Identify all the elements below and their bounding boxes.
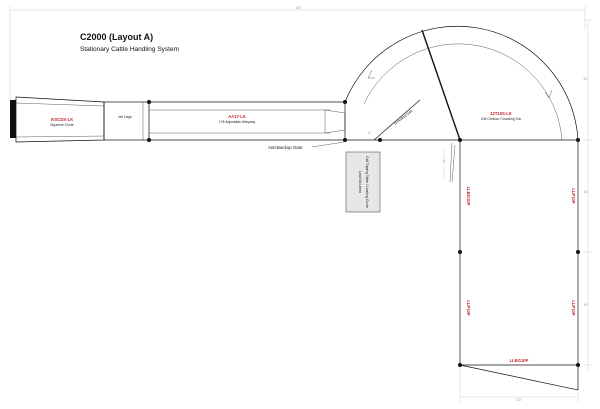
lead-out-label-2: Calf Tipping Table / Loading Chute [365, 156, 369, 208]
pen-left-top-code: LLBG10P [466, 186, 471, 206]
lead-out-area [346, 152, 380, 212]
drawing-subtitle: Stationary Cattle Handling System [80, 46, 179, 53]
tub-code: 12T10S-LK [490, 111, 512, 116]
bottom-width-dimension: 10' [516, 397, 522, 402]
tub-desc: 10ft Contour Crowding Tub [480, 117, 522, 121]
pen-right-top-code: LLP10P [571, 188, 576, 204]
right-upper-dimension: 10' [583, 189, 589, 194]
pen-left-bottom-code: LLP10P [466, 300, 471, 316]
pen-right-bottom-code: LLP10P [571, 300, 576, 316]
vet-cage-label: Vet Cage [118, 115, 132, 119]
anti-backup-label: Anti-Backup Gate [268, 145, 303, 150]
alley-code: AA17-LK [228, 114, 246, 119]
drawing-title: C2000 (Layout A) [80, 32, 154, 42]
small-left-dimension: 4' [443, 158, 446, 163]
alleyway [147, 100, 345, 142]
squeeze-chute [10, 97, 104, 142]
small-gate [443, 143, 455, 182]
crowding-tub [343, 26, 580, 142]
vet-cage [104, 102, 149, 140]
small-gate-dimension: 4' [368, 130, 371, 135]
crowding-gate-label: Crowding Gate [393, 108, 414, 126]
right-dimension-lines [583, 20, 592, 370]
pens [458, 140, 580, 390]
alley-desc: 17ft Adjustable Alleyway [218, 120, 256, 124]
overall-width-label: 45' [296, 5, 302, 10]
tub-height-dimension: 10' [583, 76, 589, 81]
squeeze-chute-code: IVSCDX-LK [50, 117, 74, 122]
bottom-dimension [460, 367, 578, 402]
lead-out-label-1: Lead Out Area [358, 171, 362, 193]
squeeze-chute-desc: Squeeze Chute [50, 123, 74, 127]
pen-bottom-code: LLBG10P [509, 358, 529, 363]
right-lower-dimension: 10' [583, 302, 589, 307]
